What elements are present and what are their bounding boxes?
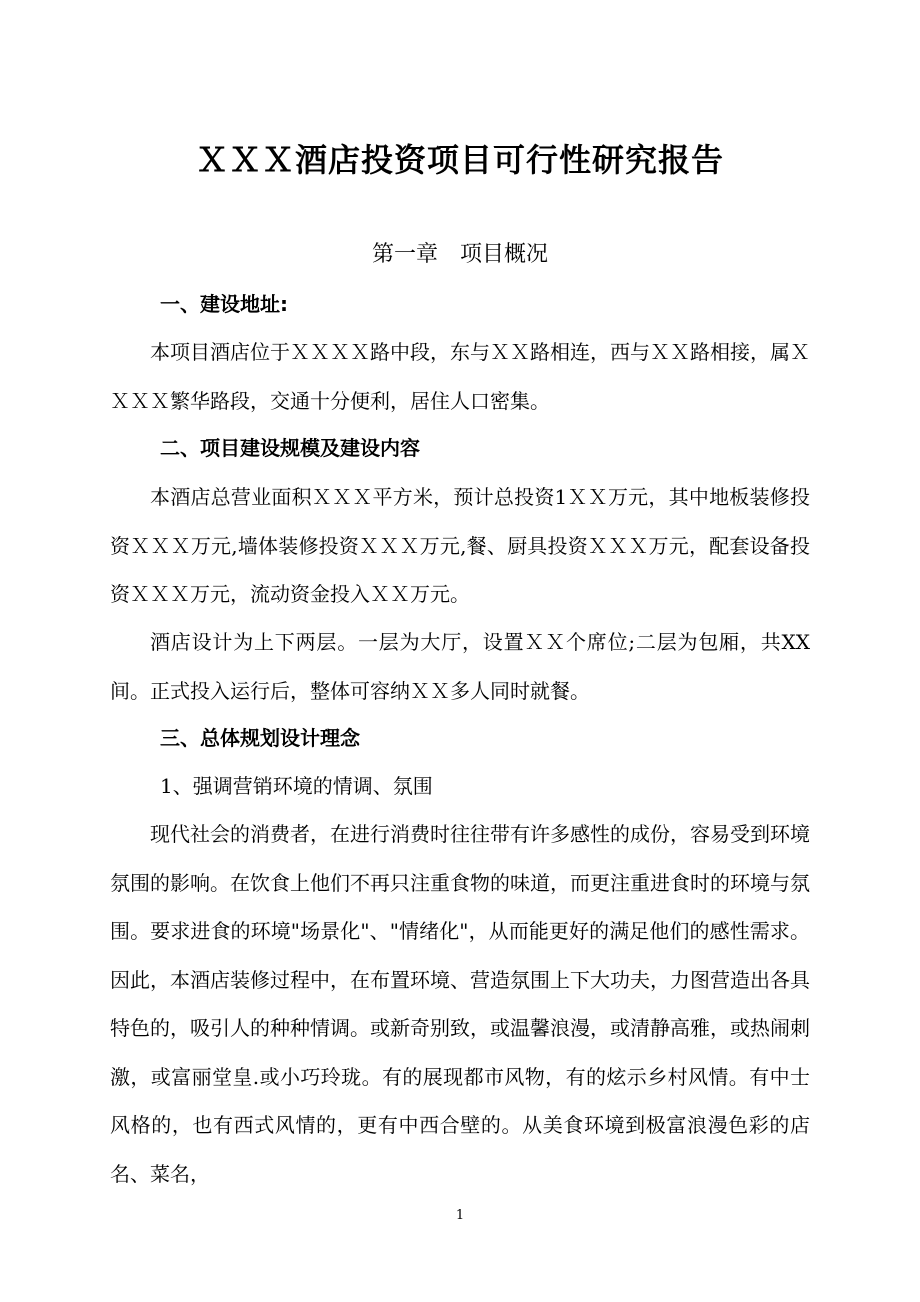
paragraph-concept: 现代社会的消费者，在进行消费时往往带有许多感性的成份，容易受到环境氛围的影响。在饮食上他们不再只注重食物的味道，而更注重进食时的环境与氛围。要求进食的环境"场景化"、"情绪化"，从而能更好的满足他们的感性需求。因此，本酒店装修过程中，在布置环境、营造氛围上下大功夫，力图营造出各具特色的，吸引人的种种情调。或新奇别致，或温馨浪漫，或清静高雅，或热闹刺激，或富丽堂皇.或小巧玲珑。有的展现都市风物，有的炫示乡村风情。有中士风格的，也有西式风情的，更有中西合壁的。从美食环境到极富浪漫色彩的店名、菜名， [110,822,810,1186]
section-heading-1: 一、建设地址: [160,292,288,316]
section-heading-3: 三、总体规划设计理念 [160,726,360,750]
paragraph-scale: 本酒店总营业面积ＸＸＸ平方米，预计总投资1ＸＸ万元，其中地板装修投资ＸＸＸ万元,墙体装修投资ＸＸＸ万元,餐、厨具投资ＸＸＸ万元，配套设备投资ＸＸＸ万元，流动资金投入ＸＸ万元。 [110,485,810,606]
paragraph-site: 本项目酒店位于ＸＸＸＸ路中段，东与ＸＸ路相连，西与ＸＸ路相接，属ＸＸＸＸ繁华路段，交通十分便利，居住人口密集。 [110,340,810,413]
list-item-1: 1、强调营销环境的情调、氛围 [160,774,433,798]
section-heading-2: 二、项目建设规模及建设内容 [160,436,420,460]
page-number: 1 [455,1208,465,1223]
document-title: ＸＸＸ酒店投资项目可行性研究报告 [195,141,724,179]
paragraph-layout: 酒店设计为上下两层。一层为大厅，设置ＸＸ个席位;二层为包厢，共XX间。正式投入运行后，整体可容纳ＸＸ多人同时就餐。 [110,630,810,703]
chapter-heading: 第一章 项目概况 [371,242,548,267]
